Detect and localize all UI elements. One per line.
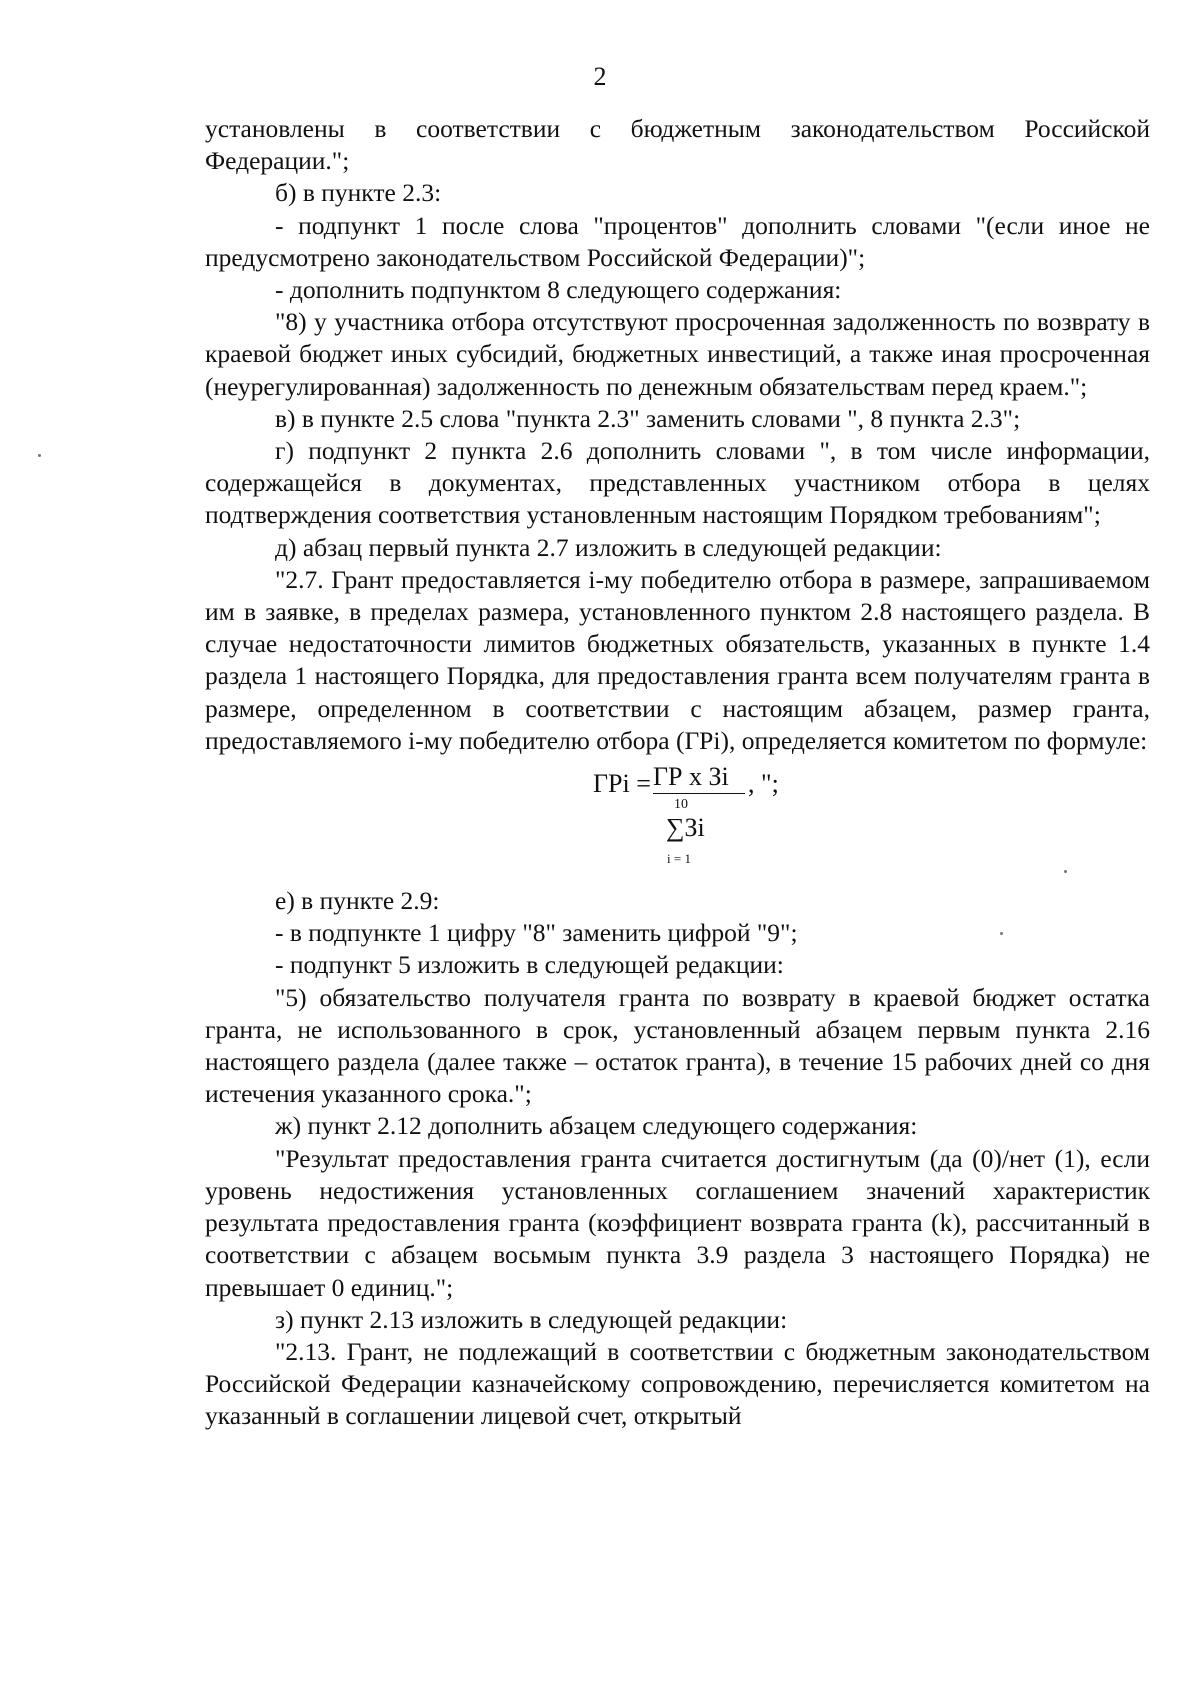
scan-speck — [38, 454, 41, 457]
paragraph-item-b: б) в пункте 2.3: — [275, 178, 442, 208]
paragraph-item-zh: ж) пункт 2.12 дополнить абзацем следующего содержания: — [275, 1111, 918, 1141]
paragraph-subitem-1: - подпункт 1 после слова "процентов" дополнить словами "(если иное не предусмотрено законодательством Российской Федерации)"; — [205, 210, 1150, 272]
grant-formula — [205, 757, 1150, 885]
formula-sum-denominator: ∑Зi — [666, 813, 705, 843]
paragraph-item-e: е) в пункте 2.9: — [275, 886, 440, 916]
paragraph-item-z: з) пункт 2.13 изложить в следующей редакции: — [275, 1304, 788, 1334]
scan-speck — [1000, 932, 1003, 935]
formula-sum-lower-limit: i = 1 — [667, 851, 691, 867]
formula-tail: , "; — [748, 769, 779, 799]
paragraph-subitem-digit: - в подпункте 1 цифру "8" заменить цифрой "9"; — [275, 918, 798, 948]
paragraph-item-v: в) в пункте 2.5 слова "пункта 2.3" заменить словами ", 8 пункта 2.3"; — [275, 403, 1021, 433]
formula-lhs: ГРi = — [593, 769, 651, 799]
paragraph-item-g: г) подпункт 2 пункта 2.6 дополнить словами ", в том числе информации, содержащейся в документах, представленных участником отбора в целях подтверждения соответствия установленным настоящим Порядком требованиям"; — [205, 436, 1150, 530]
formula-sum-upper-limit: 10 — [674, 797, 688, 813]
paragraph-continuation: установлены в соответствии с бюджетным законодательством Российской Федерации."; — [205, 114, 1150, 176]
paragraph-quote-result: "Результат предоставления гранта считается достигнутым (да (0)/нет (1), если уровень недостижения установленных соглашением значений характеристик результата предоставления гранта (коэффициент возврата гранта (k), рассчитанный в соответствии с абзацем восьмым пункта 3.9 раздела 3 настоящего Порядка) не превышает 0 единиц."; — [205, 1143, 1150, 1302]
page-number: 2 — [593, 62, 607, 91]
paragraph-quote-8: "8) у участника отбора отсутствуют просроченная задолженность по возврату в краевой бюджет иных субсидий, бюджетных инвестиций, а также иная просроченная (неурегулированная) задолженность по денежным обязательствам перед краем."; — [205, 307, 1150, 401]
paragraph-quote-2-13: "2.13. Грант, не подлежащий в соответствии с бюджетным законодательством Российской Федерации казначейскому сопровождению, перечисляется комитетом на указанный в соглашении лицевой счет, открытый — [205, 1336, 1150, 1431]
paragraph-item-d: д) абзац первый пункта 2.7 изложить в следующей редакции: — [275, 532, 942, 562]
paragraph-subitem-add-8: - дополнить подпунктом 8 следующего содержания: — [275, 275, 842, 305]
paragraph-subitem-5: - подпункт 5 изложить в следующей редакции: — [275, 950, 784, 980]
formula-fraction-bar — [653, 793, 745, 794]
formula-numerator: ГР x Зi — [653, 762, 729, 792]
document-body — [205, 113, 1150, 1433]
paragraph-quote-2-7: "2.7. Грант предоставляется i-му победителю отбора в размере, запрашиваемом им в заявке, в пределах размера, установленного пунктом 2.8 настоящего раздела. В случае недостаточности лимитов бюджетных обязательств, указанных в пункте 1.4 раздела 1 настоящего Порядка, для предоставления гранта всем получателям гранта в размере, определенном в соответствии с настоящим абзацем, размер гранта, предоставляемого i-му победителю отбора (ГРi), определяется комитетом по формуле: — [205, 564, 1150, 755]
paragraph-quote-5: "5) обязательство получателя гранта по возврату в краевой бюджет остатка гранта, не использованного в срок, установленный абзацем первым пункта 2.16 настоящего раздела (далее также – остаток гранта), в течение 15 рабочих дней со дня истечения указанного срока."; — [205, 982, 1150, 1109]
scan-speck — [1064, 870, 1067, 873]
